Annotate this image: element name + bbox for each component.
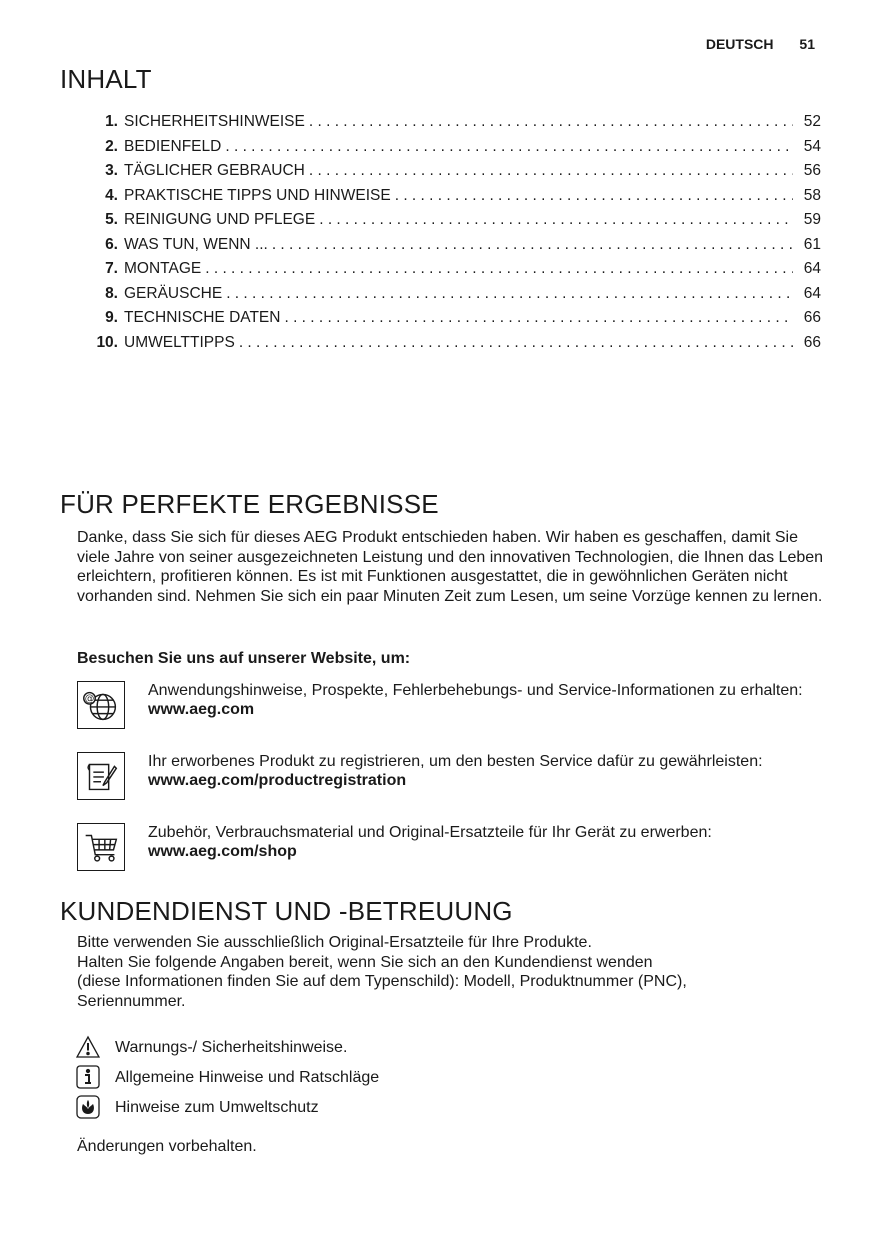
- toc-entry-page: 61: [803, 235, 821, 253]
- legend-info: [76, 1065, 576, 1091]
- toc-entry[interactable]: [80, 113, 821, 138]
- legend-warning-text: Warnungs-/ Sicherheitshinweise.: [115, 1039, 348, 1056]
- website-link[interactable]: www.aeg.com: [148, 701, 255, 718]
- toc-entry-page: 66: [803, 333, 821, 351]
- service-line: (diese Informationen finden Sie auf dem Typenschild): Modell, Produktnummer (PNC),: [77, 973, 687, 990]
- toc-entry[interactable]: [80, 138, 821, 163]
- service-paragraph: [77, 933, 817, 1011]
- warning-triangle-icon: [76, 1035, 100, 1059]
- toc-leader-dots: [239, 334, 793, 352]
- table-of-contents: [80, 113, 821, 358]
- web-item-text: [148, 681, 808, 719]
- toc-entry-number: 1.: [105, 113, 118, 130]
- toc-entry[interactable]: [80, 211, 821, 236]
- toc-leader-dots: [225, 138, 793, 156]
- svg-text:@: @: [84, 693, 95, 705]
- web-item-description: Ihr erworbenes Produkt zu registrieren, um den besten Service dafür zu gewährleisten:: [148, 753, 763, 770]
- toc-leader-dots: [226, 285, 793, 303]
- toc-entry-title: WAS TUN, WENN ...: [124, 235, 268, 253]
- toc-entry-title: TECHNISCHE DATEN: [124, 309, 281, 326]
- toc-entry-page: 58: [803, 186, 821, 204]
- shopping-cart-icon: [77, 823, 125, 871]
- web-item-description: Anwendungshinweise, Prospekte, Fehlerbehebungs- und Service-Informationen zu erhalten:: [148, 682, 803, 699]
- toc-leader-dots: [205, 260, 793, 278]
- section-title-service: KUNDENDIENST UND -BETREUUNG: [60, 896, 513, 926]
- toc-entry-number: 5.: [105, 211, 118, 228]
- toc-leader-dots: [395, 187, 793, 205]
- toc-entry[interactable]: [80, 236, 821, 261]
- web-item-text: [148, 823, 808, 861]
- section-title-results: FÜR PERFEKTE ERGEBNISSE: [60, 489, 439, 519]
- toc-title: INHALT: [60, 64, 152, 94]
- info-icon: [76, 1065, 100, 1089]
- toc-entry-title: MONTAGE: [124, 260, 202, 277]
- toc-entry-page: 54: [803, 137, 821, 155]
- toc-entry-number: 6.: [105, 235, 118, 253]
- toc-entry-page: 59: [803, 211, 821, 228]
- toc-entry-page: 64: [803, 260, 821, 277]
- registration-document-icon: [77, 752, 125, 800]
- toc-entry-title: REINIGUNG UND PFLEGE: [124, 211, 316, 228]
- toc-entry-number: 9.: [105, 309, 118, 326]
- toc-leader-dots: [309, 113, 793, 131]
- toc-entry-page: 56: [803, 162, 821, 179]
- toc-entry-title: SICHERHEITSHINWEISE: [124, 113, 305, 130]
- visit-website-heading: Besuchen Sie uns auf unserer Website, um:: [77, 650, 411, 667]
- changes-reserved-note: Änderungen vorbehalten.: [77, 1138, 257, 1155]
- toc-entry-number: 2.: [105, 137, 118, 155]
- toc-entry-title: TÄGLICHER GEBRAUCH: [124, 162, 305, 179]
- legend-environment: [76, 1095, 576, 1121]
- web-item-text: [148, 752, 808, 790]
- page-header: [706, 36, 815, 52]
- service-line: Seriennummer.: [77, 992, 186, 1010]
- toc-entry-number: 8.: [105, 284, 118, 302]
- toc-leader-dots: [284, 309, 793, 327]
- product-registration-link[interactable]: www.aeg.com/productregistration: [148, 772, 407, 789]
- service-line: Halten Sie folgende Angaben bereit, wenn Sie sich an den Kundendienst wenden: [77, 953, 653, 971]
- toc-leader-dots: [309, 162, 793, 180]
- toc-entry-title: PRAKTISCHE TIPPS UND HINWEISE: [124, 186, 391, 204]
- toc-entry[interactable]: [80, 260, 821, 285]
- toc-entry-title: GERÄUSCHE: [124, 284, 223, 302]
- toc-entry-page: 64: [803, 284, 821, 302]
- toc-entry[interactable]: [80, 187, 821, 212]
- toc-entry-number: 4.: [105, 186, 118, 204]
- page-number: 51: [799, 36, 815, 52]
- toc-entry[interactable]: [80, 309, 821, 334]
- toc-entry[interactable]: [80, 285, 821, 310]
- globe-at-icon: [77, 681, 125, 729]
- legend-environment-text: Hinweise zum Umweltschutz: [115, 1099, 319, 1116]
- toc-entry-number: 10.: [96, 333, 118, 351]
- language-label: DEUTSCH: [705, 36, 774, 52]
- shop-link[interactable]: www.aeg.com/shop: [148, 843, 297, 860]
- toc-leader-dots: [319, 211, 793, 229]
- legend-warning: [76, 1035, 576, 1061]
- toc-leader-dots: [272, 236, 793, 254]
- toc-entry-page: 66: [803, 309, 821, 326]
- legend-info-text: Allgemeine Hinweise und Ratschläge: [115, 1069, 380, 1086]
- service-line: Bitte verwenden Sie ausschließlich Original-Ersatzteile für Ihre Produkte.: [77, 934, 592, 951]
- toc-entry-title: BEDIENFELD: [124, 137, 222, 155]
- environment-flower-icon: [76, 1095, 100, 1119]
- toc-entry-number: 7.: [105, 260, 118, 277]
- toc-entry-page: 52: [803, 113, 821, 130]
- toc-entry-title: UMWELTTIPPS: [124, 333, 235, 351]
- web-item-description: Zubehör, Verbrauchsmaterial und Original-Ersatzteile für Ihr Gerät zu erwerben:: [148, 824, 712, 841]
- intro-paragraph: Danke, dass Sie sich für dieses AEG Produkt entschieden haben. Wir haben es geschaffen, damit Sie viele Jahre von seiner ausgezeichneten Leistung und den innovativen Technologien, die Ihnen das Leben erleichtern, profitieren können. Es ist mit Funktionen ausgestattet, die in gewöhnlichen Geräten nicht vorhanden sind. Nehmen Sie sich ein paar Minuten Zeit zum Lesen, um seine Vorzüge kennen zu lernen.: [77, 529, 824, 605]
- toc-entry[interactable]: [80, 162, 821, 187]
- toc-entry-number: 3.: [105, 162, 118, 179]
- toc-entry[interactable]: [80, 334, 821, 359]
